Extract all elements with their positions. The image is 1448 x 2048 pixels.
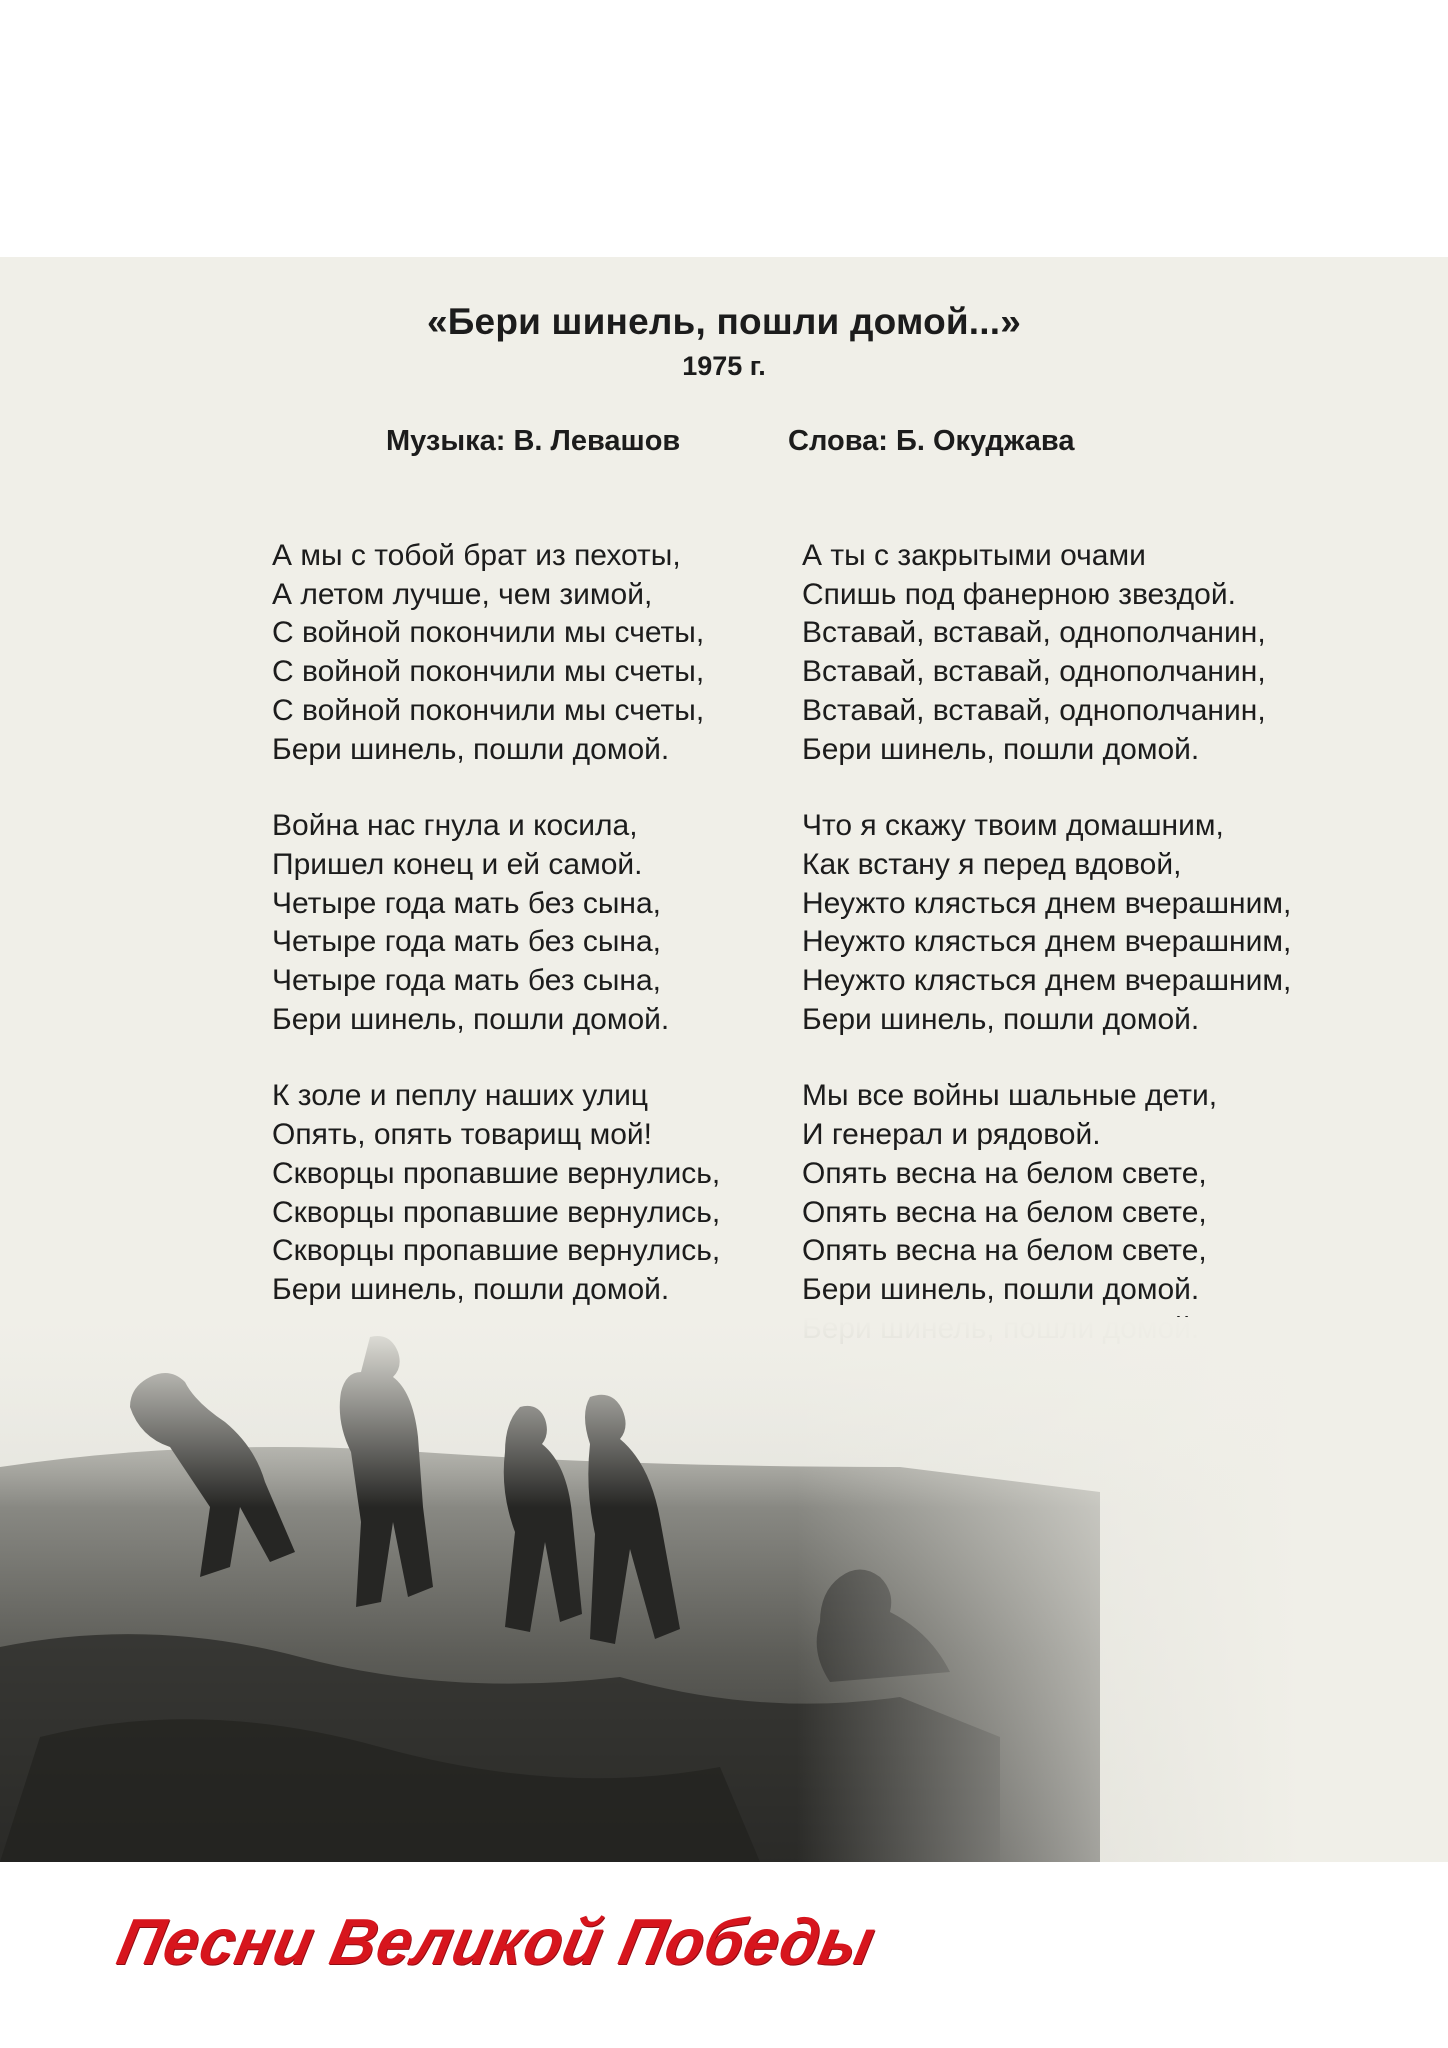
lyrics-stanza bbox=[272, 537, 720, 769]
lyrics-line: Неужто клясться днем вчерашним, bbox=[802, 964, 1292, 998]
lyrics-line: И генерал и рядовой. bbox=[802, 1118, 1101, 1152]
lyrics-line: Опять весна на белом свете, bbox=[802, 1195, 1207, 1229]
lyrics-line: Вставай, вставай, однополчанин, bbox=[802, 655, 1266, 689]
lyrics-line: Мы все войны шальные дети, bbox=[802, 1079, 1218, 1113]
lyrics-line: Бери шинель, пошли домой. bbox=[802, 1272, 1200, 1306]
lyrics-line: Скворцы пропавшие вернулись, bbox=[272, 1234, 721, 1268]
lyrics-line: С войной покончили мы счеты, bbox=[272, 693, 705, 727]
war-photo-illustration bbox=[0, 1317, 1448, 1862]
song-panel bbox=[0, 257, 1448, 1862]
lyrics-line: С войной покончили мы счеты, bbox=[272, 616, 705, 650]
lyrics-line: Как встану я перед вдовой, bbox=[802, 847, 1182, 881]
lyrics-line: Четыре года мать без сына, bbox=[272, 964, 661, 998]
lyrics-line: Опять весна на белом свете, bbox=[802, 1156, 1207, 1190]
lyrics-stanza bbox=[802, 807, 1291, 1039]
lyrics-column-right bbox=[802, 537, 1291, 1386]
lyrics-stanza bbox=[272, 1077, 720, 1309]
lyrics-line: Опять, опять товарищ мой! bbox=[272, 1118, 652, 1152]
song-year: 1975 г. bbox=[682, 351, 766, 381]
lyrics-line: Бери шинель, пошли домой. bbox=[802, 1002, 1200, 1036]
lyrics-line: А мы с тобой брат из пехоты, bbox=[272, 539, 681, 572]
lyrics-line: Пришел конец и ей самой. bbox=[272, 847, 643, 881]
lyrics-line: Неужто клясться днем вчерашним, bbox=[802, 886, 1292, 920]
lyrics-line: Бери шинель, пошли домой. bbox=[272, 1272, 670, 1306]
lyrics-line: Четыре года мать без сына, bbox=[272, 925, 661, 959]
lyrics-stanza bbox=[802, 1077, 1291, 1348]
lyrics-line: Скворцы пропавшие вернулись, bbox=[272, 1156, 721, 1190]
lyrics-line: С войной покончили мы счеты, bbox=[272, 655, 705, 689]
lyrics-stanza bbox=[802, 537, 1291, 769]
music-credit: Музыка: В. Левашов bbox=[386, 425, 681, 457]
lyrics-line: Бери шинель, пошли домой. bbox=[802, 732, 1200, 766]
lyrics-line: Что я скажу твоим домашним, bbox=[802, 809, 1224, 843]
song-title: «Бери шинель, пошли домой...» bbox=[426, 301, 1022, 342]
lyrics-line: Опять весна на белом свете, bbox=[802, 1234, 1207, 1268]
lyrics-line: Война нас гнула и косила, bbox=[272, 809, 638, 843]
lyrics-line: Бери шинель, пошли домой. bbox=[272, 732, 670, 766]
footer-series-title: Песни Великой Победы bbox=[111, 1906, 882, 1979]
lyrics-line: А летом лучше, чем зимой, bbox=[272, 577, 653, 611]
lyrics-line: Бери шинель, пошли домой. bbox=[272, 1002, 670, 1036]
lyrics-line: Вставай, вставай, однополчанин, bbox=[802, 616, 1266, 650]
lyrics-line: К золе и пеплу наших улиц bbox=[272, 1079, 649, 1113]
lyrics-line: Четыре года мать без сына, bbox=[272, 886, 661, 920]
lyrics-line: Скворцы пропавшие вернулись, bbox=[272, 1195, 721, 1229]
lyrics-column-left bbox=[272, 537, 720, 1348]
lyrics-stanza bbox=[272, 807, 720, 1039]
lyrics-line: Неужто клясться днем вчерашним, bbox=[802, 925, 1292, 959]
lyrics-line: А ты с закрытыми очами bbox=[802, 539, 1146, 572]
lyrics-credit: Слова: Б. Окуджава bbox=[788, 425, 1075, 457]
lyrics-line: Вставай, вставай, однополчанин, bbox=[802, 693, 1266, 727]
lyrics-line: Спишь под фанерною звездой. bbox=[802, 577, 1236, 611]
